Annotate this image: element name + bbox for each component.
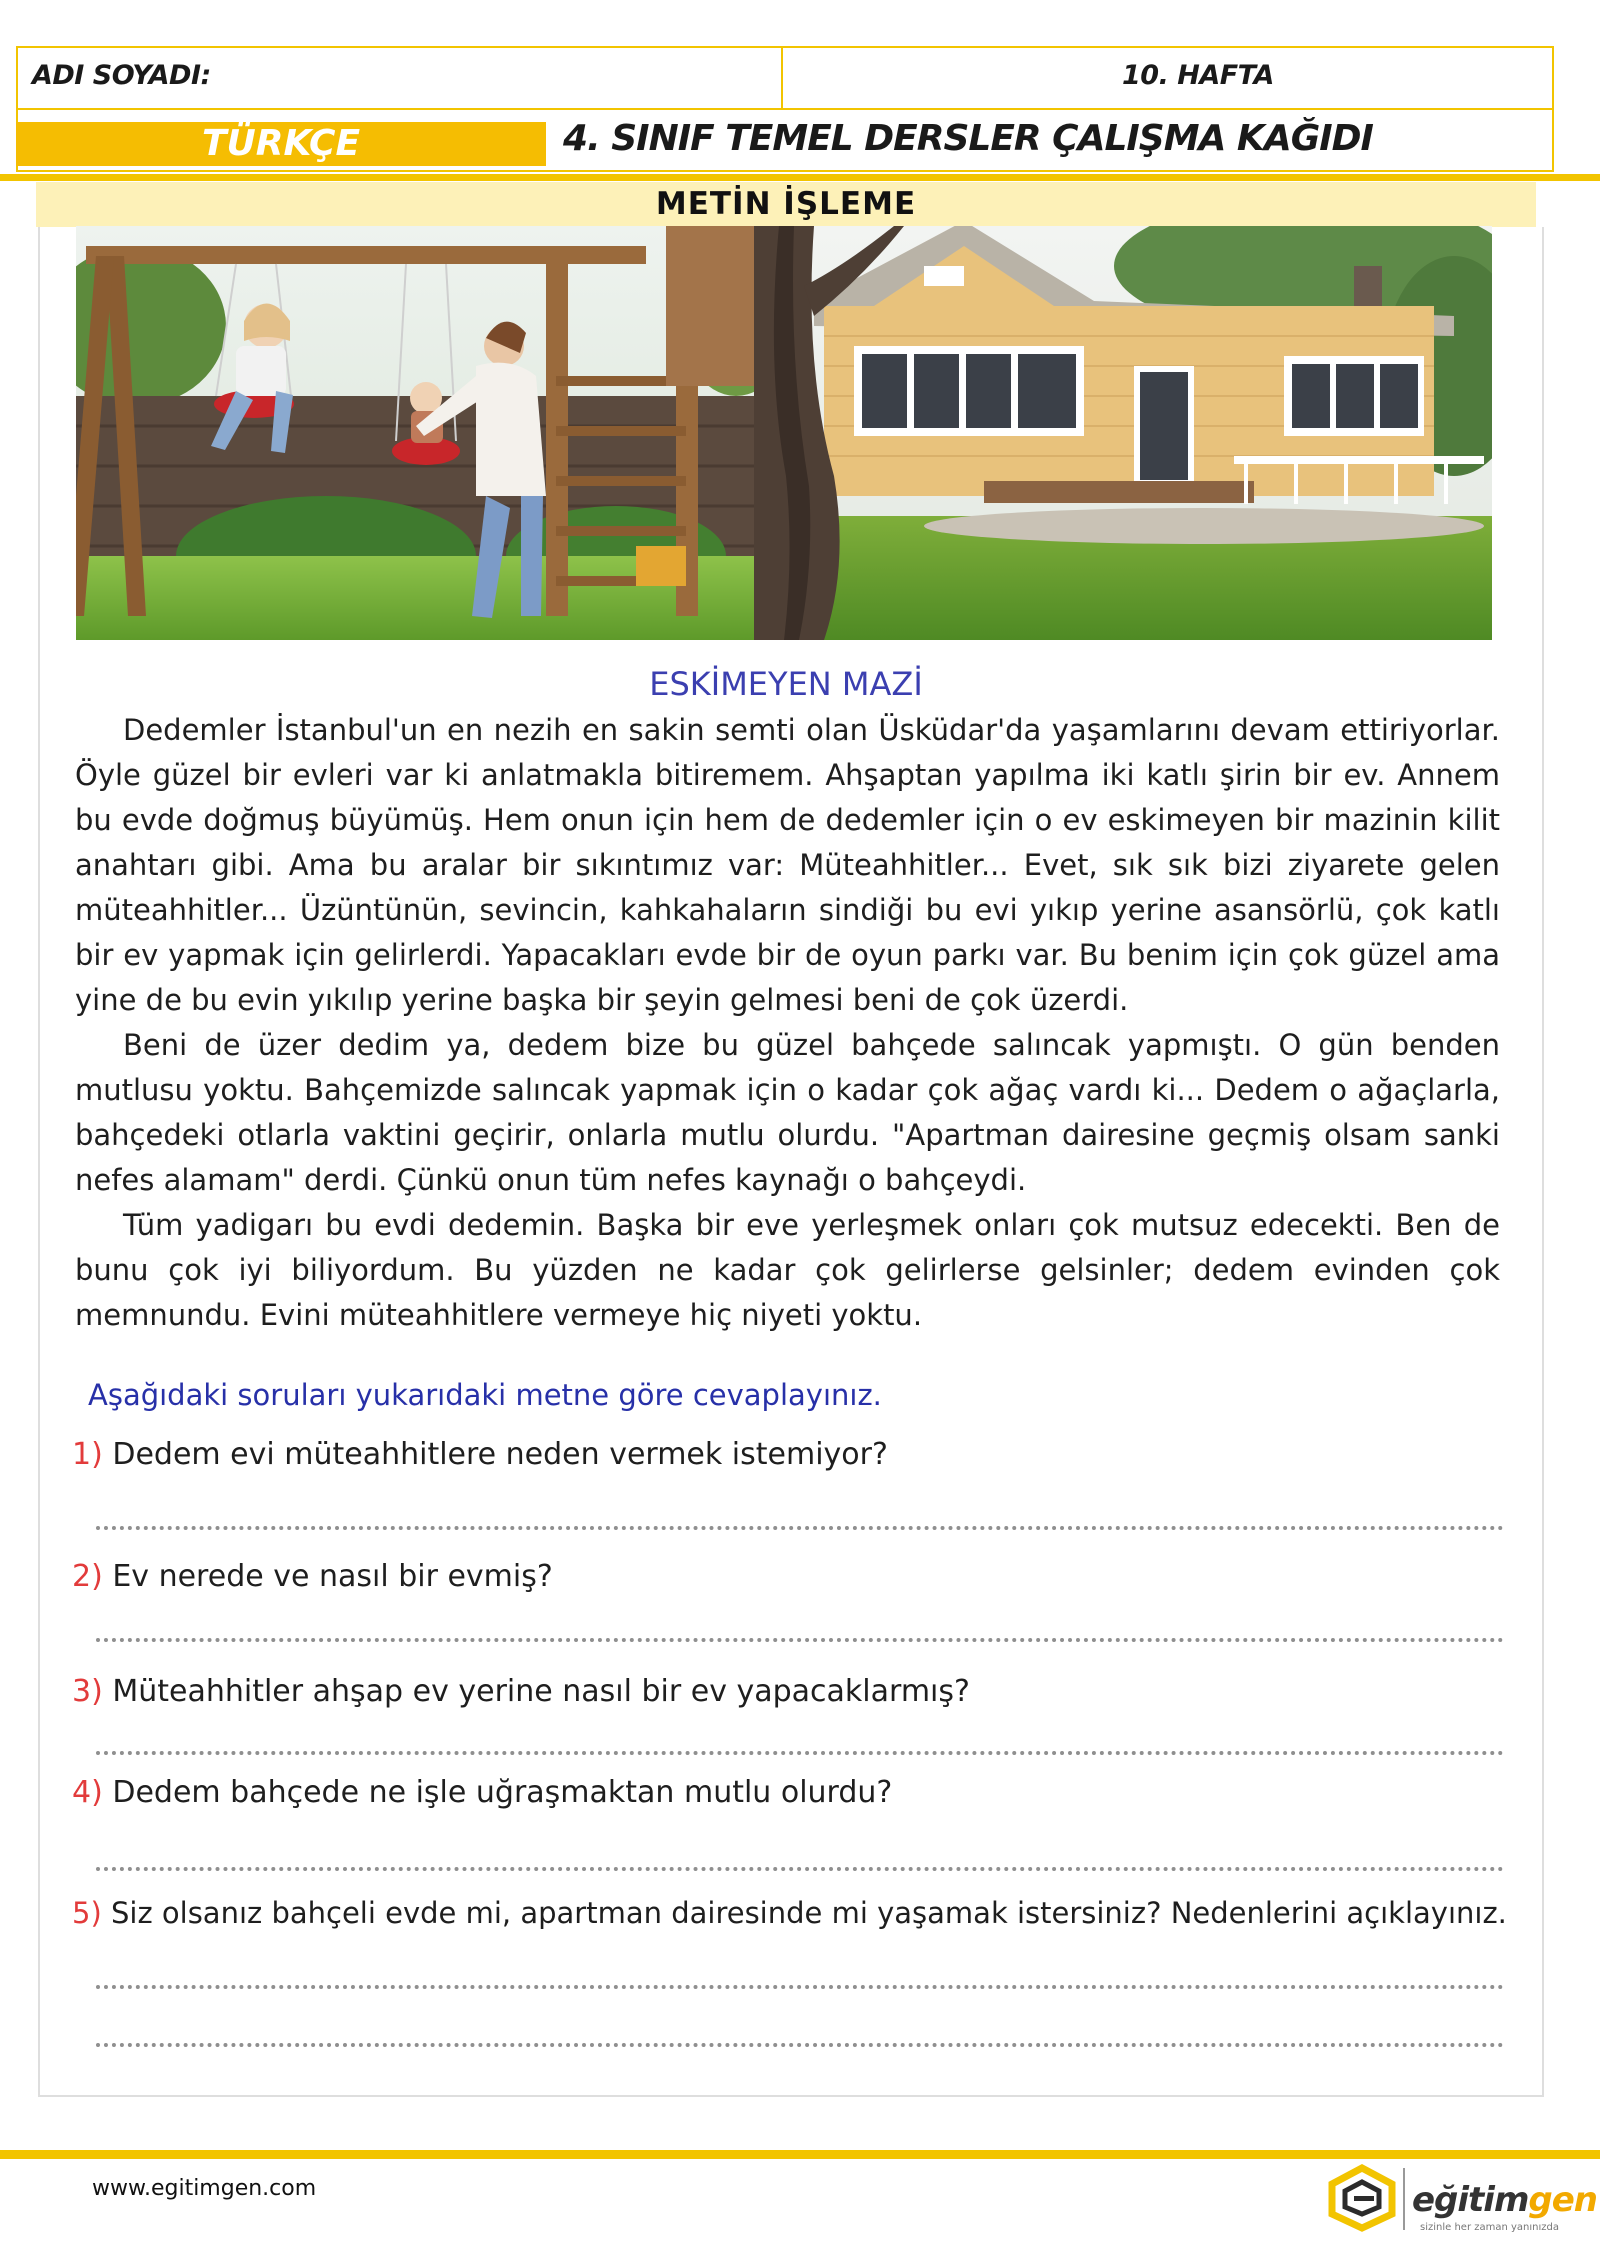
section-band [36,182,1536,227]
logo-tagline: sizinle her zaman yanınızda [1420,2222,1560,2233]
section-title: METİN İŞLEME [655,186,917,222]
house-photo [754,226,1492,640]
question-text: Müteahhitler ahşap ev yerine nasıl bir ev yapacaklarmış? [112,1674,970,1709]
name-label: ADI SOYADI: [32,60,211,91]
question-text: Ev nerede ve nasıl bir evmiş? [112,1559,553,1594]
answer-line-2[interactable] [96,1638,1504,1642]
egitimgen-logo-icon [1326,2164,1398,2232]
story-title: ESKİMEYEN MAZİ [649,665,923,703]
header-underline [0,174,1600,181]
brand-logo [1412,2180,1597,2220]
question-4 [72,1775,892,1810]
question-number: 1) [72,1437,103,1472]
question-3 [72,1674,970,1709]
worksheet-title: 4. SINIF TEMEL DERSLER ÇALIŞMA KAĞIDI [563,118,1373,159]
question-number: 2) [72,1559,103,1594]
footer-bar [0,2150,1600,2159]
answer-line-4[interactable] [96,1867,1504,1871]
answer-line-5a[interactable] [96,1985,1504,1989]
story-body [75,708,1500,1338]
question-5 [72,1896,1507,1930]
answer-line-3[interactable] [96,1751,1504,1755]
subject-badge [16,122,546,166]
question-text: Dedem bahçede ne işle uğraşmaktan mutlu olurdu? [112,1775,893,1810]
question-number: 3) [72,1674,103,1709]
logo-divider [1403,2168,1405,2230]
instruction-text: Aşağıdaki soruları yukarıdaki metne göre cevaplayınız. [88,1378,882,1412]
question-number: 4) [72,1775,103,1810]
question-number: 5) [72,1896,102,1930]
logo-accent-text: gen [1528,2180,1597,2220]
logo-main-text: eğitim [1412,2180,1529,2220]
question-text: Siz olsanız bahçeli evde mi, apartman dairesinde mi yaşamak istersiniz? Nedenlerini açıklayınız. [110,1896,1507,1930]
question-1 [72,1437,888,1472]
question-2 [72,1559,553,1594]
question-text: Dedem evi müteahhitlere neden vermek istemiyor? [112,1437,888,1472]
story-paragraph: Dedemler İstanbul'un en nezih en sakin semti olan Üsküdar'da yaşamlarını devam ettiriyorlar. Öyle güzel bir evleri var ki anlatmakla bitiremem. Ahşaptan yapılma iki katlı şirin bir ev. Annem bu evde doğmuş büyümüş. Hem onun için hem de dedemler için o ev eskimeyen bir mazinin kilit anahtarı gibi. Ama bu aralar bir sıkıntımız var: Müteahhitler... Evet, sık sık bizi ziyarete gelen müteahhitler... Üzüntünün, sevincin, kahkahaların sindiği bu evi yıkıp yerine asansörlü, çok katlı bir ev yapmak için gelirlerdi. Yapacakları evde bir de oyun parkı var. Bu benim için çok güzel ama yine de bu evin yıkılıp yerine başka bir şeyin gelmesi beni de çok üzerdi. [75,713,1500,1017]
header-divider [781,46,783,110]
house-illustration [754,226,1492,640]
answer-line-5b[interactable] [96,2043,1504,2047]
answer-line-1[interactable] [96,1526,1504,1530]
subject-label: TÜRKÇE [201,123,361,164]
story-paragraph: Beni de üzer dedim ya, dedem bize bu güzel bahçede salıncak yapmıştı. O gün benden mutlusu yoktu. Bahçemizde salıncak yapmak için o kadar çok ağaç vardı ki... Dedem o ağaçlarla, bahçedeki otlarla vaktini geçirir, onlarla mutlu olurdu. "Apartman dairesine geçmiş olsam sanki nefes alamam" derdi. Çünkü onun tüm nefes kaynağı o bahçeydi. [75,1028,1500,1197]
week-label: 10. HAFTA [1122,60,1274,91]
website-url[interactable]: www.egitimgen.com [92,2176,317,2201]
header-name-row [16,46,1554,110]
playground-photo [76,226,754,640]
story-paragraph: Tüm yadigarı bu evdi dedemin. Başka bir eve yerleşmek onları çok mutsuz edecekti. Ben de bunu çok iyi biliyordum. Bu yüzden ne kadar çok gelirlerse gelsinler; dedem evinden çok memnundu. Evini müteahhitlere vermeye hiç niyeti yoktu. [75,1208,1500,1332]
swing-illustration [76,226,754,640]
